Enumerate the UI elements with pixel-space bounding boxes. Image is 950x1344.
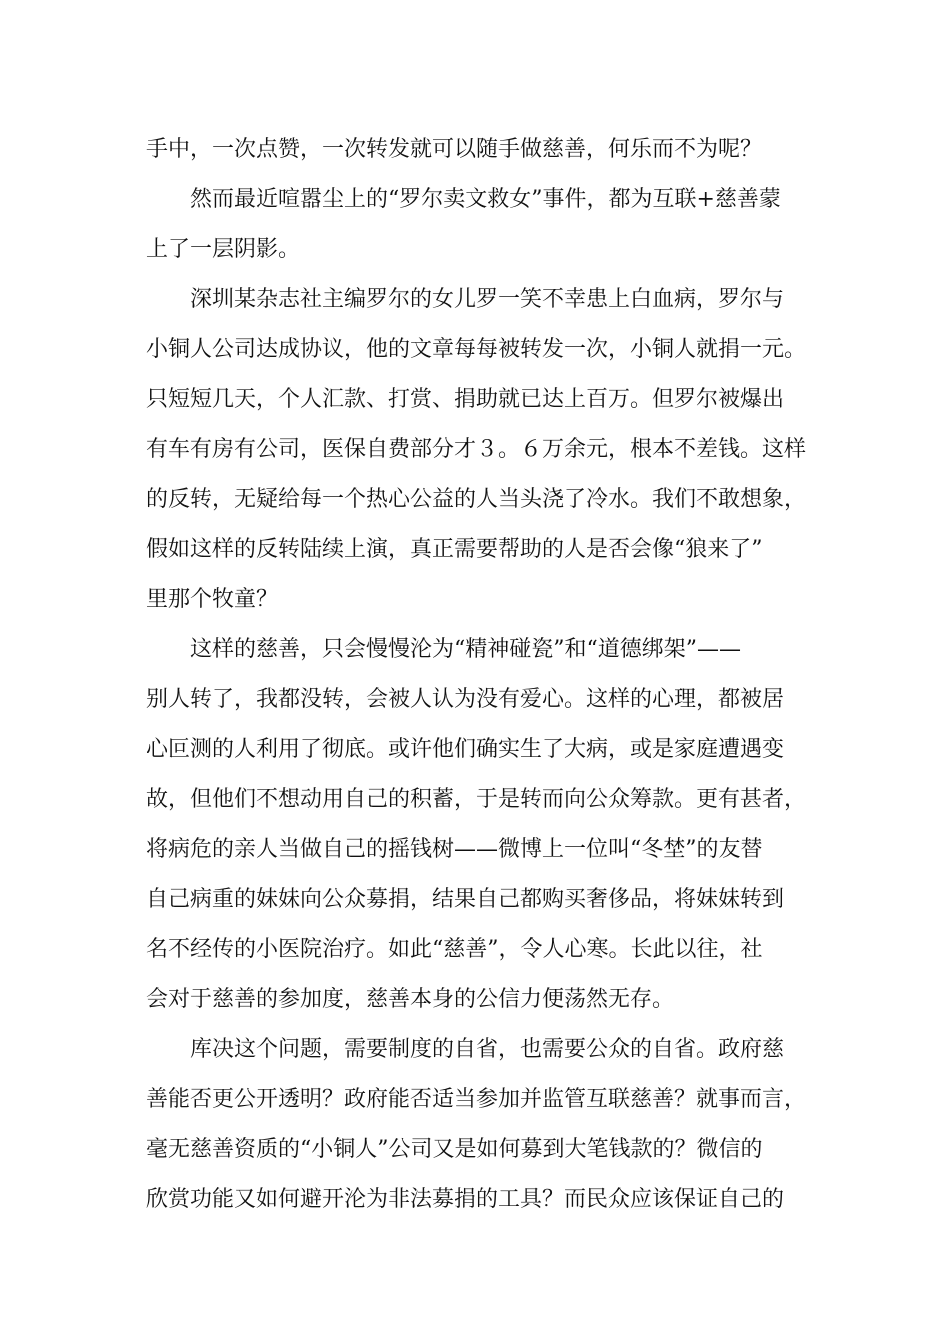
text-line: 会对于慈善的参加度，慈善本身的公信力便荡然无存。	[146, 987, 675, 1012]
paragraph-first-line: 这样的慈善，只会慢慢沦为“精神碰瓷”和“道德绑架”——	[190, 637, 741, 662]
text-line: 将病危的亲人当做自己的摇钱树——微博上一位叫“冬埜”的友替	[146, 837, 763, 862]
text-line: 故，但他们不想动用自己的积蓄，于是转而向公众筹款。更有甚者，	[146, 787, 807, 812]
text-line: 小铜人公司达成协议，他的文章每每被转发一次，小铜人就捐一元。	[146, 337, 807, 362]
text-line: 欣赏功能又如何避开沦为非法募捐的工具？而民众应该保证自己的	[146, 1187, 785, 1212]
paragraph-first-line: 库决这个问题，需要制度的自省，也需要公众的自省。政府慈	[190, 1037, 785, 1062]
text-line: 上了一层阴影。	[146, 237, 301, 262]
text-line: 的反转，无疑给每一个热心公益的人当头浇了冷水。我们不敢想象，	[146, 487, 807, 512]
text-line: 别人转了，我都没转，会被人认为没有爱心。这样的心理，都被居	[146, 687, 785, 712]
text-line: 假如这样的反转陆续上演，真正需要帮助的人是否会像“狼来了”	[146, 537, 763, 562]
text-line: 里那个牧童？	[146, 587, 279, 612]
text-line: 自己病重的妹妹向公众募捐，结果自己都购买奢侈品，将妹妹转到	[146, 887, 785, 912]
text-line: 只短短几天，个人汇款、打赏、捐助就已达上百万。但罗尔被爆出	[146, 387, 785, 412]
text-line: 有车有房有公司，医保自费部分才３。６万余元，根本不差钱。这样	[146, 437, 807, 462]
text-line: 善能否更公开透明？政府能否适当参加并监管互联慈善？就事而言，	[146, 1087, 807, 1112]
paragraph-first-line: 然而最近喧嚣尘上的“罗尔卖文救女”事件，都为互联+慈善蒙	[190, 187, 781, 212]
paragraph-first-line: 深圳某杂志社主编罗尔的女儿罗一笑不幸患上白血病，罗尔与	[190, 287, 785, 312]
text-line: 毫无慈善资质的“小铜人”公司又是如何募到大笔钱款的？微信的	[146, 1137, 763, 1162]
text-line: 心叵测的人利用了彻底。或许他们确实生了大病，或是家庭遭遇变	[146, 737, 785, 762]
text-line: 名不经传的小医院治疗。如此“慈善”，令人心寒。长此以往，社	[146, 937, 763, 962]
text-line: 手中，一次点赞，一次转发就可以随手做慈善，何乐而不为呢？	[146, 137, 763, 162]
